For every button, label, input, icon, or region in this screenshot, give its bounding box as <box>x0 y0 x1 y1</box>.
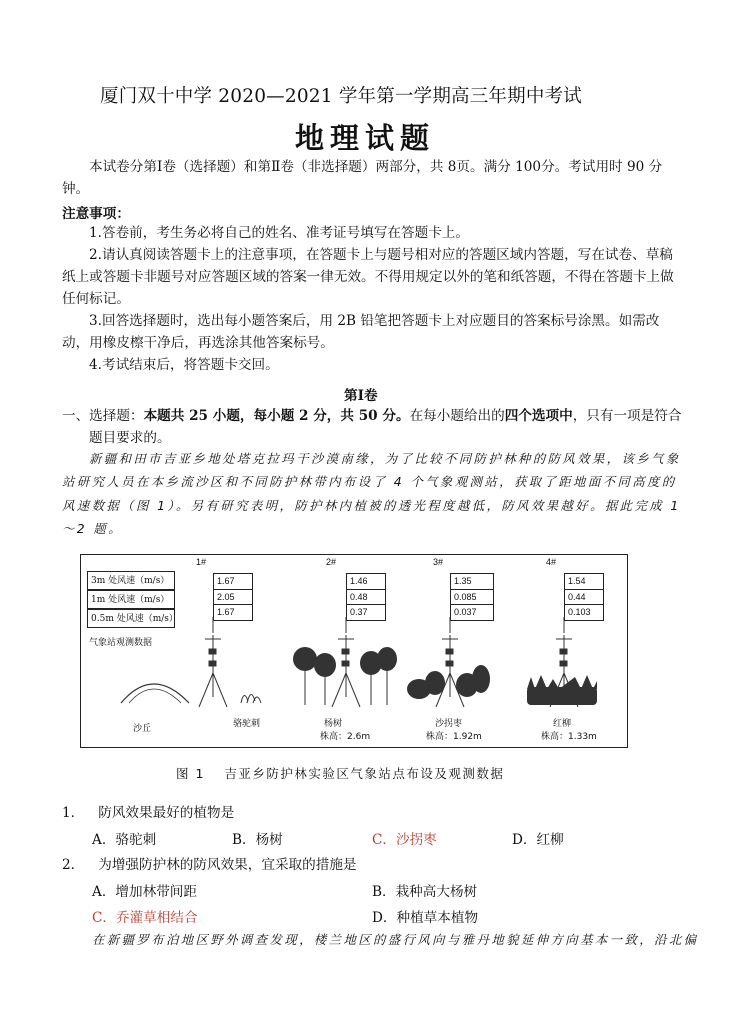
weather-mast-3 <box>436 635 464 707</box>
weather-mast-2 <box>332 635 360 707</box>
dune-label: 沙丘 <box>133 724 152 734</box>
reading-passage: 新疆和田市吉亚乡地处塔克拉玛干沙漠南缘，为了比较不同防护林种的防风效果，该乡气象站研究人员在本乡流沙区和不同防护林带内布设了 4 个气象观测站，获取了距地面不同高度的风速数据（图 1）。另有研究表明，防护林内植被的透光程度越低，防风效果越好。据此完成 1～2 题。 <box>62 451 681 537</box>
section-count: 本题共 25 小题，每小题 2 分，共 50 分。 <box>143 408 410 424</box>
tamarisk-shrubs <box>527 675 597 705</box>
value-3m: 1.35 <box>451 574 493 590</box>
value-1m: 0.085 <box>451 590 493 606</box>
question-1 <box>62 801 234 821</box>
legend-05m: 0.5m 处风速（m/s） <box>87 609 175 628</box>
option-c-answer: C．沙拐枣 <box>372 832 437 848</box>
camelthorn-plant <box>241 694 261 703</box>
plant-label-3: 沙拐枣 <box>435 719 463 729</box>
dune-shape <box>129 689 181 703</box>
value-3m: 1.67 <box>214 574 252 590</box>
value-1m: 0.44 <box>565 590 603 606</box>
note-item: 4.考试结束后，将答题卡交回。 <box>89 357 279 373</box>
legend-1m: 1m 处风速（m/s） <box>87 590 175 609</box>
station-num-4: 4# <box>546 557 557 567</box>
notes-heading: 注意事项： <box>62 206 130 222</box>
exam-header-title: 厦门双十中学 2020—2021 学年第一学期高三年期中考试 <box>100 86 582 107</box>
intro-paragraph: 本试卷分第Ⅰ卷（选择题）和第Ⅱ卷（非选择题）两部分，共 8页。满分 100分。考试用时 90 分钟。 <box>62 159 663 197</box>
section-text-2: ，只有一项是符合题目要求的。 <box>89 408 682 446</box>
value-3m: 1.46 <box>347 574 385 590</box>
value-1m: 0.48 <box>347 590 385 606</box>
option-b: B．栽种高大杨树 <box>372 884 478 900</box>
next-passage-start: 在新疆罗布泊地区野外调查发现，楼兰地区的盛行风向与雅丹地貌延伸方向基本一致，沿北偏 <box>92 932 699 947</box>
station-num-2: 2# <box>326 557 337 567</box>
section-emphasis: 四个选项中 <box>504 408 573 424</box>
station-num-1: 1# <box>196 557 207 567</box>
option-d: D．红柳 <box>512 832 564 848</box>
plant-label-4: 红柳 <box>553 719 572 729</box>
weather-mast-1 <box>199 635 227 707</box>
plant-label-1: 骆驼刺 <box>233 719 261 729</box>
option-c-answer: C．乔灌草相结合 <box>92 910 198 926</box>
question-number: 1． <box>62 805 85 821</box>
question-stem: 为增强防护林的防风效果，宜采取的措施是 <box>98 857 357 873</box>
value-05m: 0.37 <box>350 607 368 618</box>
section-text: 在每小题给出的 <box>409 408 505 424</box>
figure-1 <box>80 554 628 748</box>
option-d: D．种植草本植物 <box>372 910 479 926</box>
plant-label-2: 杨树 <box>324 719 343 729</box>
option-a: A．增加林带间距 <box>92 884 197 900</box>
option-a: A．骆驼刺 <box>92 832 157 848</box>
figure-caption: 图 1 吉亚乡防护林实验区气象站点布设及观测数据 <box>176 766 505 781</box>
legend-note: 气象站观测数据 <box>89 638 153 648</box>
question-2 <box>62 853 357 873</box>
legend-3m: 3m 处风速（m/s） <box>87 571 175 590</box>
question-number: 2． <box>62 857 85 873</box>
plant-height-2: 株高：2.6m <box>320 732 371 742</box>
plant-height-4: 株高：1.33m <box>541 732 597 742</box>
option-b: B．杨树 <box>232 832 283 848</box>
note-item: 1.答卷前，考生务必将自己的姓名、准考证号填写在答题卡上。 <box>89 225 469 241</box>
subject-title: 地理试题 <box>295 121 436 155</box>
value-05m: 1.67 <box>217 607 235 618</box>
value-05m: 0.037 <box>454 607 477 618</box>
note-item: 3.回答选择题时，选出每小题答案后，用 2B 铅笔把答题卡上对应题目的答案标号涂黑。如需改动，用橡皮檫干净后，再选涂其他答案标号。 <box>62 313 660 351</box>
notes-list <box>62 222 680 376</box>
note-item: 2.请认真阅读答题卡上的注意事项，在答题卡上与题号相对应的答题区域内答题，写在试卷、草稿纸上或答题卡非题号对应答题区域的答案一律无效。不得用规定以外的笔和纸答题，不得在答题卡上做任何标记。 <box>62 247 674 307</box>
part-one-label: 第Ⅰ卷 <box>344 388 378 404</box>
value-3m: 1.54 <box>565 574 603 590</box>
question-stem: 防风效果最好的植物是 <box>98 805 235 821</box>
station-num-3: 3# <box>433 557 444 567</box>
figure-illustration <box>81 555 627 747</box>
section-prefix: 一、选择题： <box>62 408 144 424</box>
section-one-instructions <box>62 405 682 449</box>
calligonum-shrubs <box>407 665 490 699</box>
value-1m: 2.05 <box>214 590 252 606</box>
plant-height-3: 株高：1.92m <box>426 732 482 742</box>
value-05m: 0.103 <box>568 607 591 618</box>
